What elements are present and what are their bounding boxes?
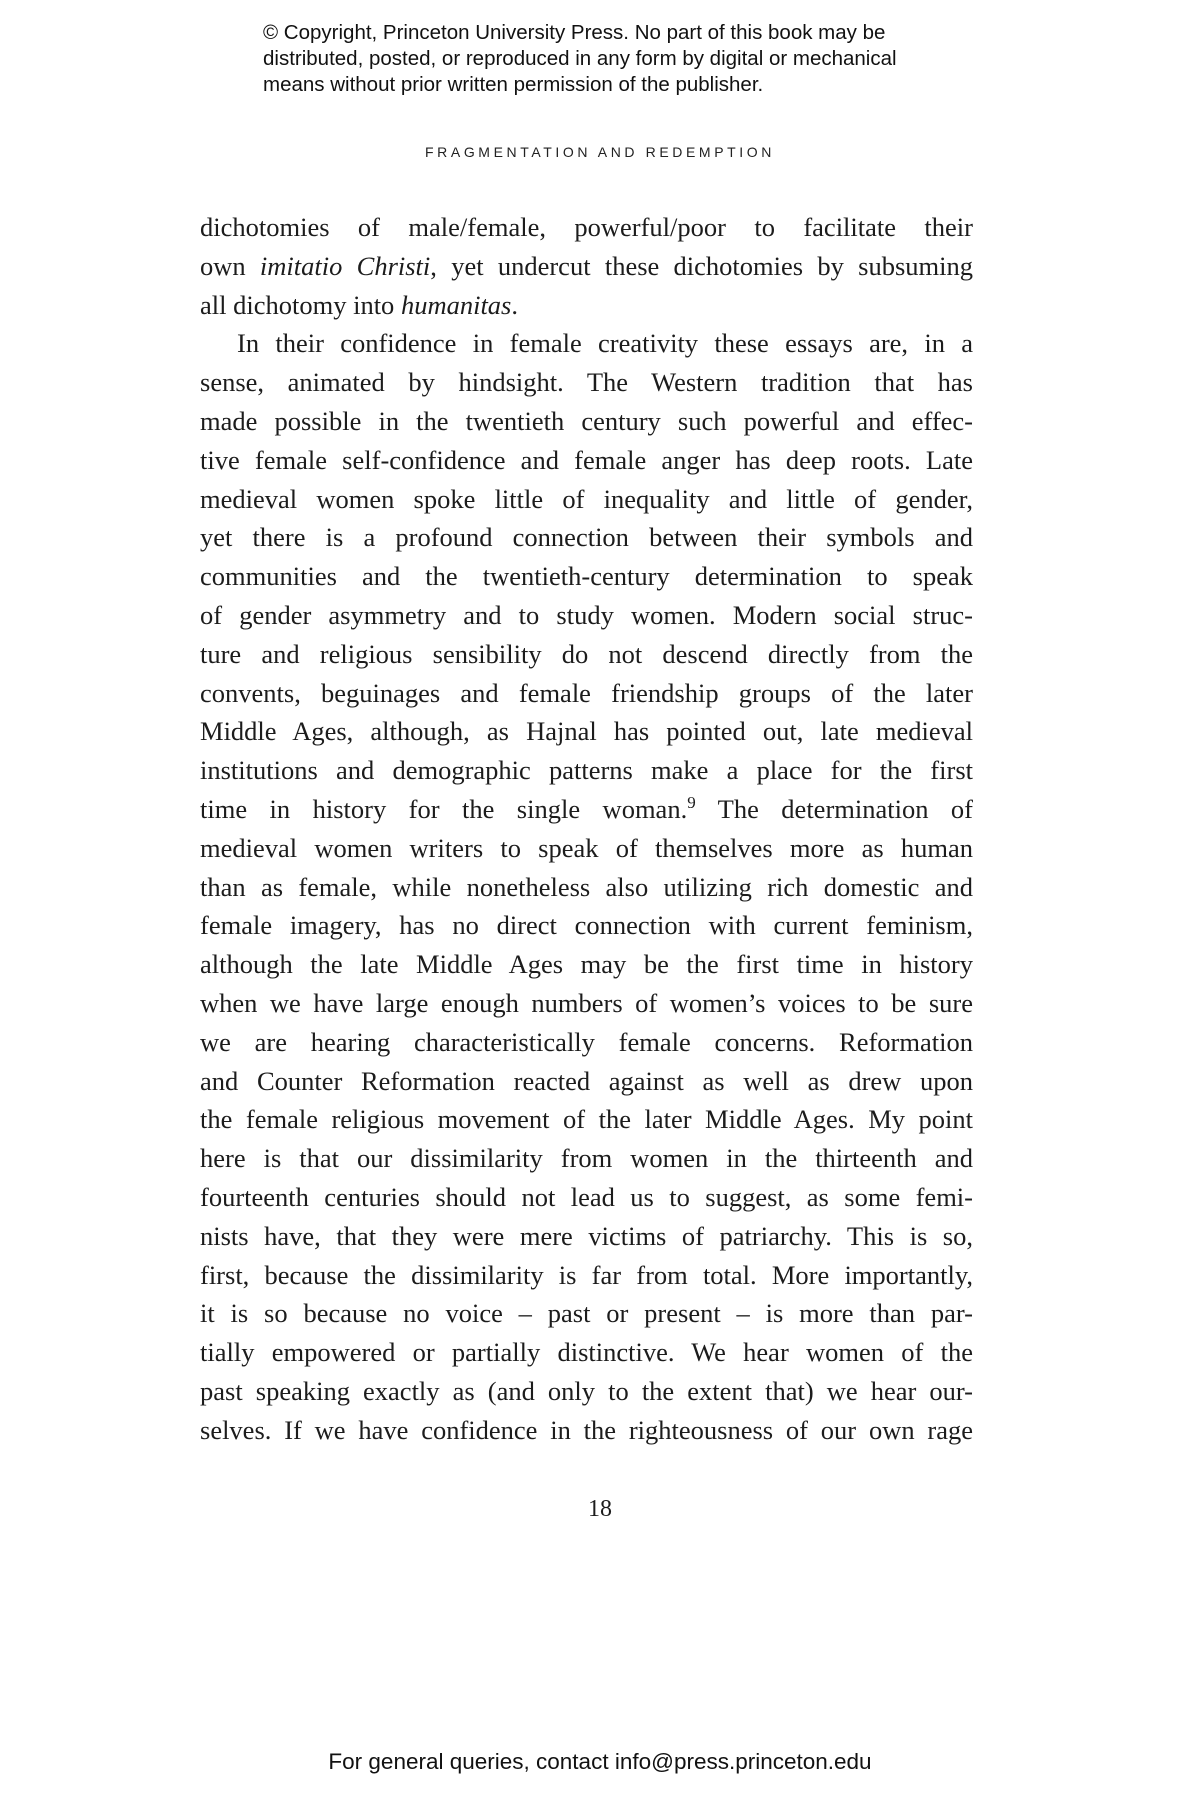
text-line (200, 286, 973, 325)
text-run: . (511, 289, 518, 320)
text-line: institutions and demographic patterns make a place for the first (200, 755, 973, 786)
text-line: and Counter Reformation reacted against as well as drew upon (200, 1065, 973, 1096)
text-line: selves. If we have confidence in the righteousness of our own rage (200, 1414, 973, 1445)
text-line: ture and religious sensibility do not descend directly from the (200, 638, 973, 669)
text-line: made possible in the twentieth century such powerful and effec- (200, 405, 973, 436)
copyright-line: distributed, posted, or reproduced in any form by digital or mechanical (263, 47, 897, 70)
italic-term: imitatio Christi (259, 250, 431, 281)
text-line: tive female self-confidence and female anger has deep roots. Late (200, 444, 973, 475)
text-line: tially empowered or partially distinctive. We hear women of the (200, 1337, 973, 1368)
text-run: time in history for the single woman. (200, 793, 688, 824)
text-line: than as female, while nonetheless also utilizing rich domestic and (200, 871, 973, 902)
text-line (200, 790, 973, 829)
text-line: yet there is a profound connection between their symbols and (200, 522, 973, 553)
text-line: of gender asymmetry and to study women. Modern social struc- (200, 599, 973, 630)
text-line: Middle Ages, although, as Hajnal has pointed out, late medieval (200, 716, 973, 747)
footnote-marker: 9 (687, 792, 696, 812)
text-run: all dichotomy into (200, 289, 401, 320)
text-line: here is that our dissimilarity from women in the thirteenth and (200, 1143, 973, 1174)
text-line: past speaking exactly as (and only to the extent that) we hear our- (200, 1375, 973, 1406)
copyright-line: © Copyright, Princeton University Press. No part of this book may be (263, 21, 886, 44)
text-line: although the late Middle Ages may be the first time in history (200, 949, 973, 980)
text-run: The determination of (695, 793, 973, 824)
text-line: sense, animated by hindsight. The Western tradition that has (200, 367, 973, 398)
text-run: own (200, 250, 260, 281)
text-line: fourteenth centuries should not lead us to suggest, as some femi- (200, 1181, 973, 1212)
italic-term: humanitas (400, 289, 512, 320)
text-line: In their confidence in female creativity these essays are, in a (237, 328, 973, 359)
text-line: dichotomies of male/female, powerful/poor to facilitate their (200, 212, 973, 242)
running-head: FRAGMENTATION AND REDEMPTION (425, 144, 775, 160)
text-line: medieval women writers to speak of themselves more as human (200, 832, 973, 863)
page-number: 18 (588, 1496, 612, 1522)
text-line: first, because the dissimilarity is far from total. More importantly, (200, 1259, 973, 1290)
text-line (200, 247, 973, 286)
text-line: medieval women spoke little of inequality and little of gender, (200, 483, 973, 514)
copyright-notice (263, 20, 963, 98)
footer-contact: For general queries, contact info@press.princeton.edu (328, 1749, 872, 1774)
text-line: the female religious movement of the later Middle Ages. My point (200, 1104, 973, 1135)
body-text (200, 208, 973, 1450)
text-line: convents, beguinages and female friendship groups of the later (200, 677, 973, 708)
text-line: nists have, that they were mere victims of patriarchy. This is so, (200, 1220, 973, 1251)
copyright-line: means without prior written permission of the publisher. (263, 73, 764, 96)
text-run: , yet undercut these dichotomies by subsuming (430, 250, 973, 281)
text-line: it is so because no voice – past or present – is more than par- (200, 1298, 973, 1329)
text-line: we are hearing characteristically female concerns. Reformation (200, 1026, 973, 1057)
text-line: communities and the twentieth-century determination to speak (200, 561, 973, 592)
text-line: when we have large enough numbers of women’s voices to be sure (200, 987, 973, 1018)
text-line: female imagery, has no direct connection with current feminism, (200, 910, 973, 941)
